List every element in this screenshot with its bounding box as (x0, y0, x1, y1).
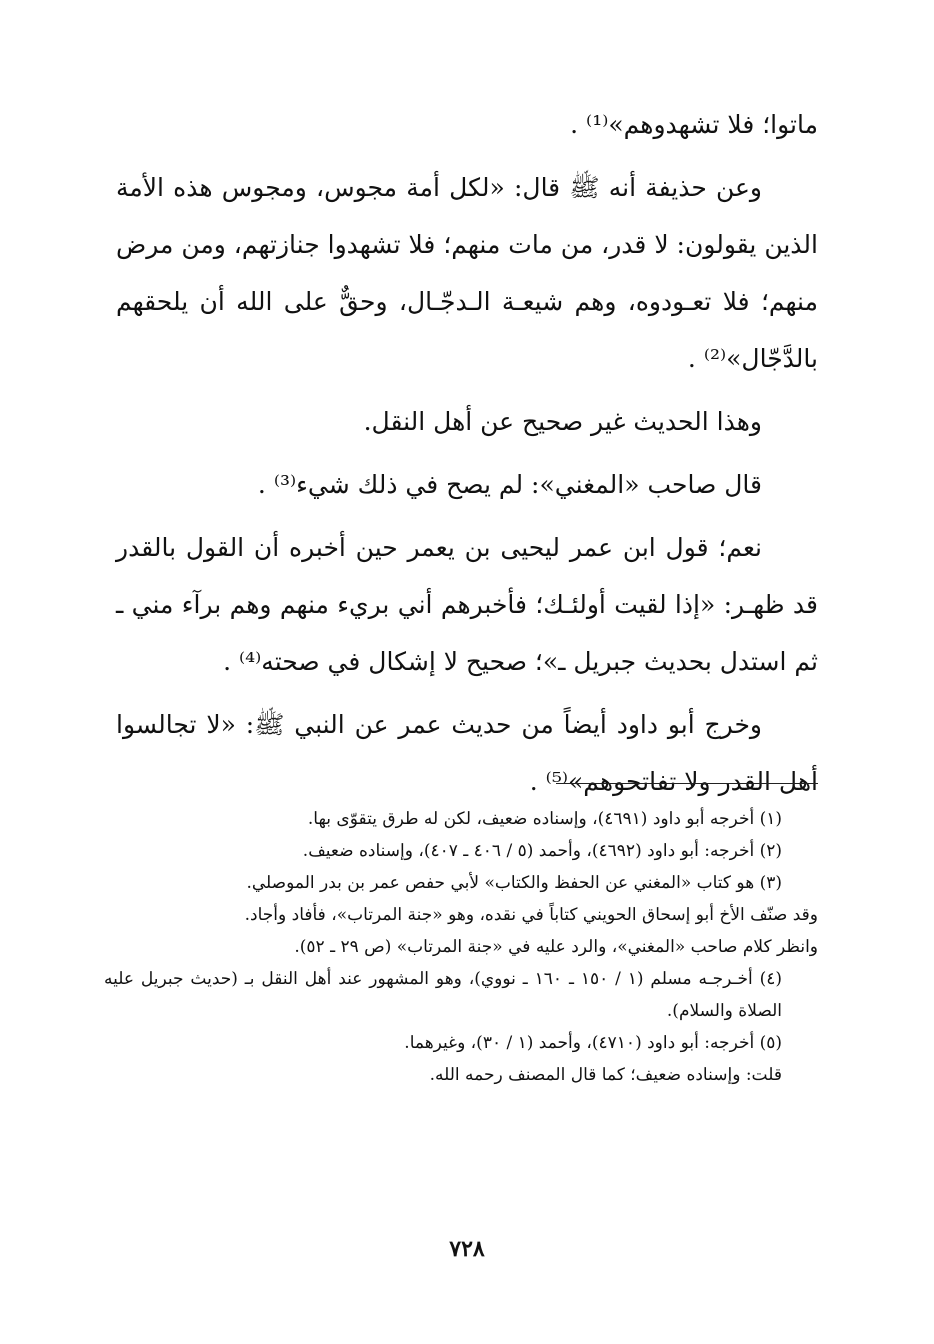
paragraph-1: ماتوا؛ فلا تشهدوهم»⁽¹⁾ . (570, 110, 818, 139)
paragraph-2: وعن حذيفة أنه ﷺ قال: «لكل أمة مجوس، ومجوس هذه الأمة الذين يقولون: لا قدر، من مات منهم؛ فلا تشهدوا جنازتهم، ومن مرض منهم؛ فلا تعـودوه، وهم شيعـة الـدجّـال، وحقٌّ على الله أن يلحقهم بالدَّجّال»⁽²⁾ . (116, 173, 818, 373)
footnote-1: (١) أخرجه أبو داود (٤٦٩١)، وإسناده ضعيف، لكن له طرق يتقوّى بها. (307, 809, 782, 829)
page-number: ٧٢٨ (449, 1236, 485, 1262)
footnotes (104, 803, 818, 1091)
paragraph-3: وهذا الحديث غير صحيح عن أهل النقل. (363, 407, 762, 436)
footnote-5: (٥) أخرجه: أبو داود (٤٧١٠)، وأحمد (١ / ٣٠)، وغيرهما. (404, 1033, 782, 1053)
paragraph-5: نعم؛ قول ابن عمر ليحيى بن يعمر حين أخبره أن القول بالقدر قد ظهـر: «إذا لقيت أولئـك؛ فأخبرهم أني بريء منهم وهم برآء مني ـ ثم استدل بحديث جبريل ـ»؛ صحيح لا إشكال في صحته⁽⁴⁾ . (116, 533, 818, 676)
footnote-3: (٣) هو كتاب «المغني عن الحفظ والكتاب» لأبي حفص عمر بن بدر الموصلي. (246, 873, 782, 893)
paragraph-6: وخرج أبو داود أيضاً من حديث عمر عن النبي ﷺ: «لا تجالسوا أهل القدر ولا تفاتحوهم»⁽⁵⁾ . (116, 710, 818, 796)
footnote-4: (٤) أخـرجـه مسلم (١ / ١٥٠ ـ ١٦٠ ـ نووي)، وهو المشهور عند أهل النقل بـ (حديث جبريل عليه الصلاة والسلام). (104, 969, 783, 1021)
footnote-3-continued: وقد صنّف الأخ أبو إسحاق الحويني كتاباً في نقده، وهو «جنة المرتاب»، فأفاد وأجاد. (244, 905, 818, 925)
footnote-3-see-also: وانظر كلام صاحب «المغني»، والرد عليه في «جنة المرتاب» (ص ٢٩ ـ ٥٢). (294, 937, 818, 957)
paragraph-4: قال صاحب «المغني»: لم يصح في ذلك شيء⁽³⁾ . (257, 470, 762, 499)
main-text (116, 96, 818, 816)
footnote-2: (٢) أخرجه: أبو داود (٤٦٩٢)، وأحمد (٥ / ٤٠٦ ـ ٤٠٧)، وإسناده ضعيف. (302, 841, 782, 861)
footnote-5-comment: قلت: وإسناده ضعيف؛ كما قال المصنف رحمه الله. (429, 1065, 782, 1085)
footnote-separator (556, 783, 818, 784)
